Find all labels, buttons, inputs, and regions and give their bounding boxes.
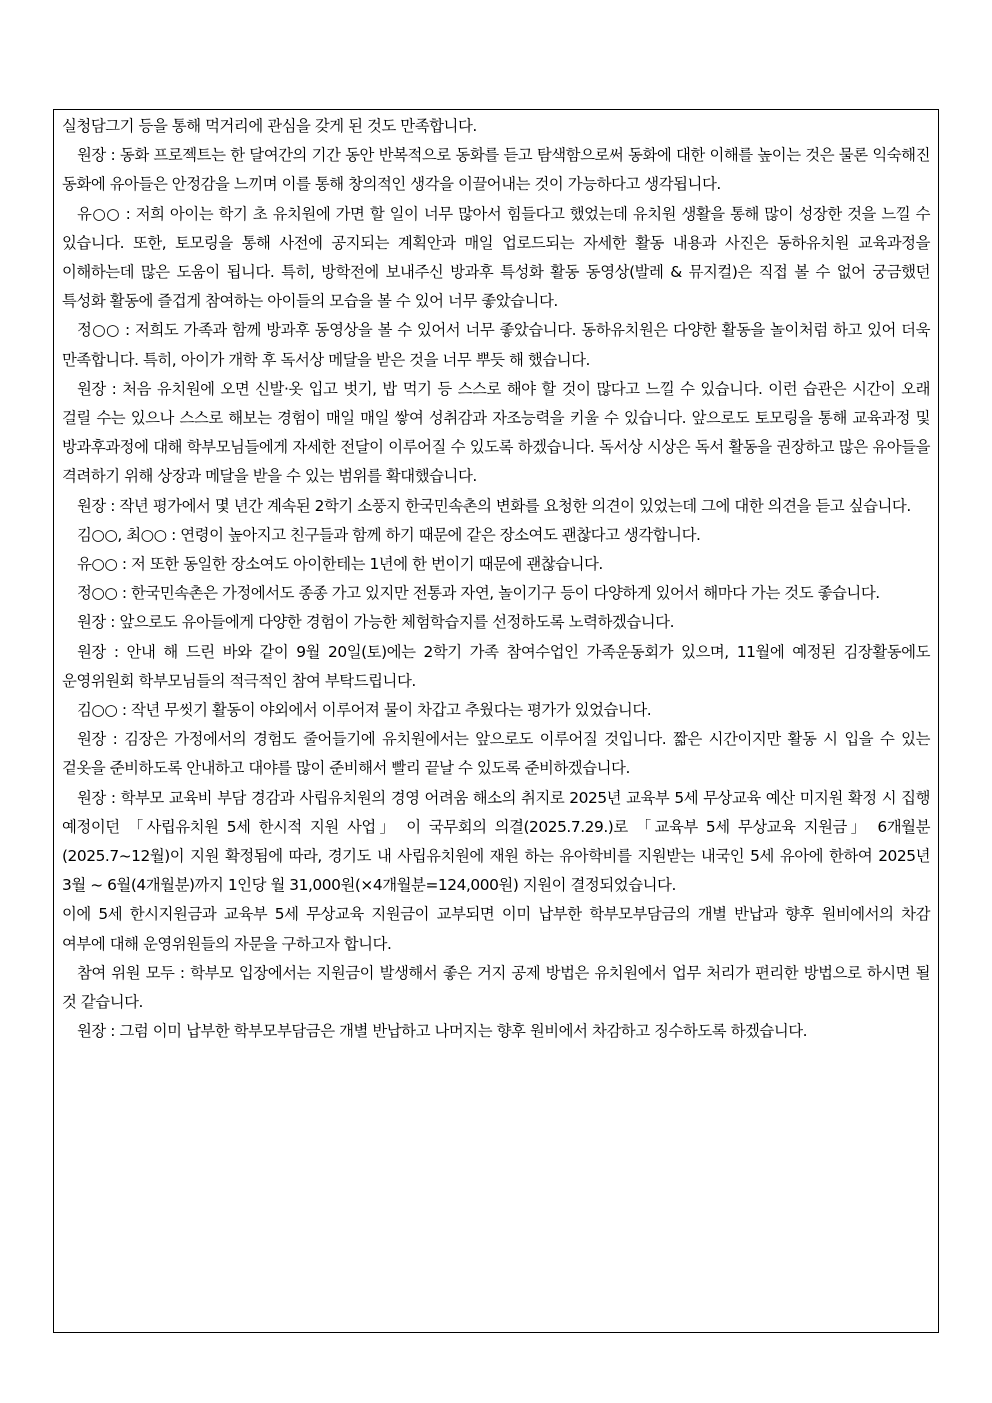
- minutes-content-box: [53, 109, 939, 1333]
- minutes-paragraph-5: 원장 : 처음 유치원에 오면 신발·옷 입고 벗기, 밥 먹기 등 스스로 해야 할 것이 많다고 느낄 수 있습니다. 이런 습관은 시간이 오래 걸릴 수는 있으나 스스로 해보는 경험이 매일 매일 쌓여 성취감과 자조능력을 키울 수 있습니다. 앞으로도 토모링을 통해 교육과정 및 방과후과정에 대해 학부모님들에게 자세한 전달이 이루어질 수 있도록 하겠습니다. 독서상 시상은 독서 활동을 권장하고 많은 유아들을 격려하기 위해 상장과 메달을 받을 수 있는 범위를 확대했습니다.: [62, 379, 930, 486]
- minutes-paragraph-12: 김○○ : 작년 무씻기 활동이 야외에서 이루어져 물이 차갑고 추웠다는 평가가 있었습니다.: [77, 701, 652, 720]
- minutes-paragraph-2: 원장 : 동화 프로젝트는 한 달여간의 기간 동안 반복적으로 동화를 듣고 탐색함으로써 동화에 대한 이해를 높이는 것은 물론 익숙해진 동화에 유아들은 안정감을 느끼며 이를 통해 창의적인 생각을 이끌어내는 것이 가능하다고 생각됩니다.: [62, 146, 930, 194]
- minutes-paragraph-14: 원장 : 학부모 교육비 부담 경감과 사립유치원의 경영 어려움 해소의 취지로 2025년 교육부 5세 무상교육 예산 미지원 확정 시 집행 예정이던 「사립유치원 5세 한시적 지원 사업」 이 국무회의 의결(2025.7.29.)로 「교육부 5세 무상교육 지원금」 6개월분(2025.7~12월)이 지원 확정됨에 따라, 경기도 내 사립유치원에 재원 하는 유아학비를 지원받는 내국인 5세 유아에 한하여 2025년 3월 ~ 6월(4개월분)까지 1인당 월 31,000원(×4개월분=124,000원) 지원이 결정되었습니다.: [62, 788, 930, 895]
- minutes-paragraph-13: 원장 : 김장은 가정에서의 경험도 줄어들기에 유치원에서는 앞으로도 이루어질 것입니다. 짧은 시간이지만 활동 시 입을 수 있는 겉옷을 준비하도록 안내하고 대야를 많이 준비해서 빨리 끝날 수 있도록 준비하겠습니다.: [62, 730, 930, 778]
- minutes-paragraph-10: 원장 : 앞으로도 유아들에게 다양한 경험이 가능한 체험학습지를 선정하도록 노력하겠습니다.: [77, 613, 675, 632]
- minutes-paragraph-17: 원장 : 그럼 이미 납부한 학부모부담금은 개별 반납하고 나머지는 향후 원비에서 차감하고 징수하도록 하겠습니다.: [77, 1022, 808, 1041]
- minutes-paragraph-1: 실청담그기 등을 통해 먹거리에 관심을 갖게 된 것도 만족합니다.: [62, 117, 477, 135]
- minutes-paragraph-11: 원장 : 안내 해 드린 바와 같이 9월 20일(토)에는 2학기 가족 참여수업인 가족운동회가 있으며, 11월에 예정된 김장활동에도 운영위원회 학부모님들의 적극적인 참여 부탁드립니다.: [62, 642, 930, 690]
- minutes-paragraph-8: 유○○ : 저 또한 동일한 장소여도 아이한테는 1년에 한 번이기 때문에 괜찮습니다.: [77, 555, 603, 574]
- minutes-paragraph-6: 원장 : 작년 평가에서 몇 년간 계속된 2학기 소풍지 한국민속촌의 변화를 요청한 의견이 있었는데 그에 대한 의견을 듣고 싶습니다.: [77, 496, 911, 515]
- minutes-paragraph-9: 정○○ : 한국민속촌은 가정에서도 종종 가고 있지만 전통과 자연, 놀이기구 등이 다양하게 있어서 해마다 가는 것도 좋습니다.: [77, 584, 880, 603]
- minutes-paragraph-7: 김○○, 최○○ : 연령이 높아지고 친구들과 함께 하기 때문에 같은 장소여도 괜찮다고 생각합니다.: [77, 525, 701, 544]
- minutes-paragraph-16: 참여 위원 모두 : 학부모 입장에서는 지원금이 발생해서 좋은 거지 공제 방법은 유치원에서 업무 처리가 편리한 방법으로 하시면 될 것 같습니다.: [62, 963, 930, 1012]
- minutes-paragraph-4: 정○○ : 저희도 가족과 함께 방과후 동영상을 볼 수 있어서 너무 좋았습니다. 동하유치원은 다양한 활동을 놀이처럼 하고 있어 더욱 만족합니다. 특히, 아이가 개학 후 독서상 메달을 받은 것을 너무 뿌듯 해 했습니다.: [62, 321, 930, 369]
- minutes-paragraph-15: 이에 5세 한시지원금과 교육부 5세 무상교육 지원금이 교부되면 이미 납부한 학부모부담금의 개별 반납과 향후 원비에서의 차감 여부에 대해 운영위원들의 자문을 구하고자 합니다.: [62, 905, 930, 953]
- minutes-paragraph-3: 유○○ : 저희 아이는 학기 초 유치원에 가면 할 일이 너무 많아서 힘들다고 했었는데 유치원 생활을 통해 많이 성장한 것을 느낄 수 있습니다. 또한, 토모링을 통해 사전에 공지되는 계획안과 매일 업로드되는 자세한 활동 내용과 사진은 동하유치원 교육과정을 이해하는데 많은 도움이 됩니다. 특히, 방학전에 보내주신 방과후 특성화 활동 동영상(발레 & 뮤지컬)은 직접 볼 수 없어 궁금했던 특성화 활동에 즐겁게 참여하는 아이들의 모습을 볼 수 있어 너무 좋았습니다.: [62, 204, 930, 311]
